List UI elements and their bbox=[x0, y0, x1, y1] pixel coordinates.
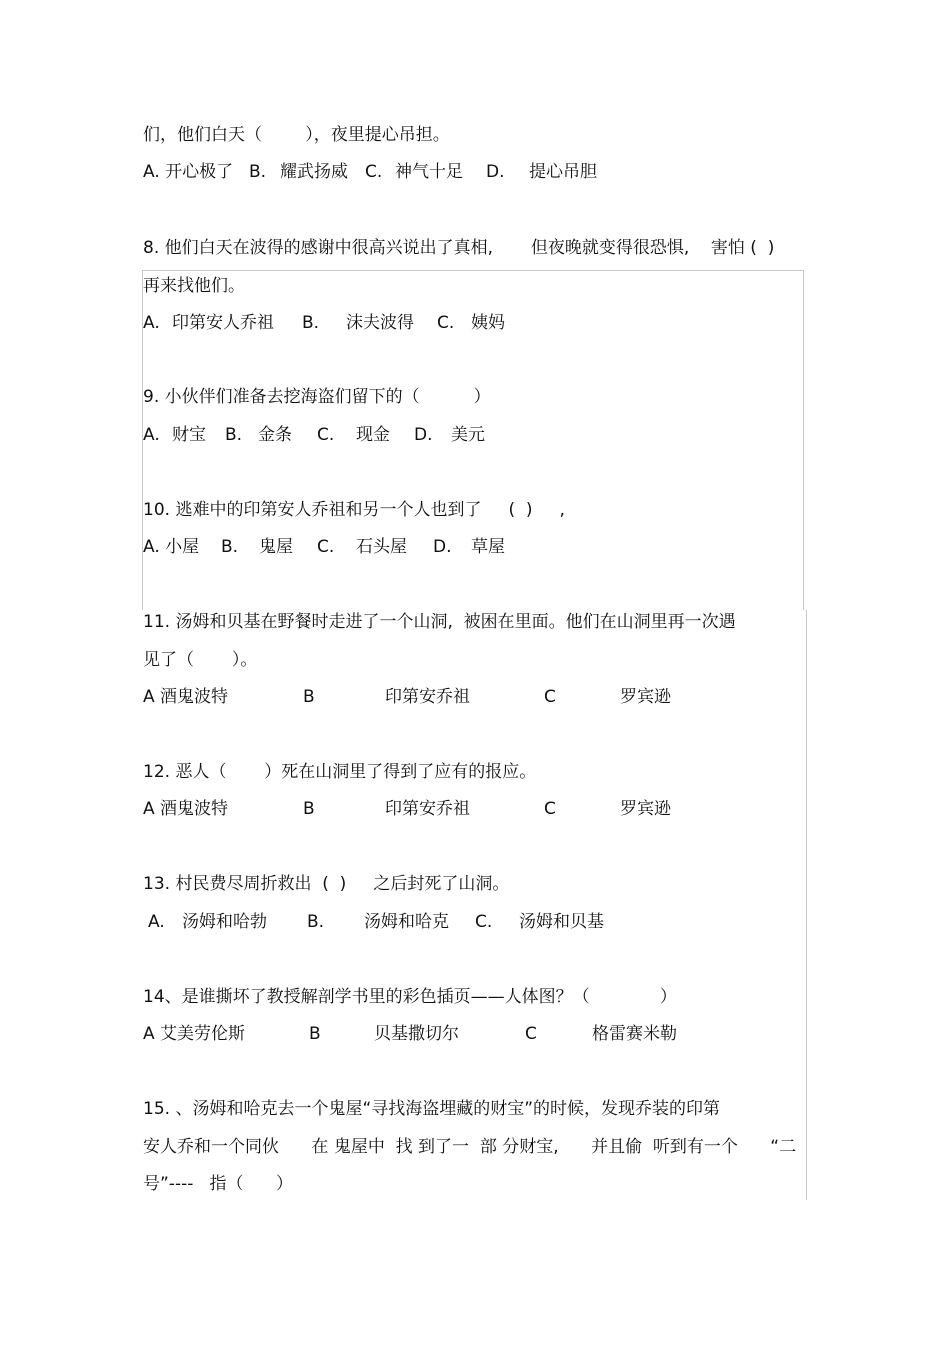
q7-option-d-text: 提心吊胆 bbox=[529, 162, 597, 182]
q9-option-b-letter: B. bbox=[225, 425, 243, 445]
q9-option-c-letter: C. bbox=[317, 425, 335, 445]
q11-stem-line2: 见了（ ）。 bbox=[143, 650, 258, 670]
q7-stem-tail: 们，他们白天（ ），夜里提心吊担。 bbox=[143, 125, 450, 145]
q8-option-b-letter: B. bbox=[302, 313, 320, 333]
q13-stem: 13. 村民费尽周折救出 ( ) 之后封死了山洞。 bbox=[143, 874, 510, 894]
q11-stem-line1: 11. 汤姆和贝基在野餐时走进了一个山洞, 被困在里面。他们在山洞里再一次遇 bbox=[143, 612, 736, 632]
q14-options bbox=[143, 1023, 803, 1045]
q15-stem-line3: 号”---- 指（ ） bbox=[143, 1174, 293, 1194]
q10-option-c-letter: C. bbox=[317, 537, 335, 557]
q7-options bbox=[143, 161, 803, 183]
q13-option-c-text: 汤姆和贝基 bbox=[519, 912, 604, 932]
q12-option-b-letter: B bbox=[303, 799, 315, 819]
q7-option-c-text: 神气十足 bbox=[395, 162, 463, 182]
q13-option-a-text: 汤姆和哈勃 bbox=[182, 912, 267, 932]
q10-option-c-text: 石头屋 bbox=[356, 537, 407, 557]
q10-option-a: A. 小屋 bbox=[143, 537, 200, 557]
q14-stem: 14、是谁撕坏了教授解剖学书里的彩色插页——人体图？（ ） bbox=[143, 987, 677, 1007]
q7-option-d-letter: D. bbox=[486, 162, 505, 182]
q9-options bbox=[143, 424, 803, 446]
q9-option-b-text: 金条 bbox=[258, 425, 292, 445]
q10-options bbox=[143, 536, 803, 558]
q8-option-a-letter: A. bbox=[143, 313, 160, 333]
q7-option-b-letter: B. bbox=[249, 162, 267, 182]
q8-option-a-text: 印第安人乔祖 bbox=[172, 313, 274, 333]
q14-option-a: A 艾美劳伦斯 bbox=[143, 1024, 246, 1044]
q10-option-d-letter: D. bbox=[433, 537, 452, 557]
frame-right-line-lower bbox=[806, 610, 807, 1200]
q11-option-b-letter: B bbox=[303, 687, 315, 707]
q12-option-c-letter: C bbox=[544, 799, 556, 819]
q12-option-b-text: 印第安乔祖 bbox=[385, 799, 470, 819]
q11-option-b-text: 印第安乔祖 bbox=[385, 687, 470, 707]
q14-option-b-letter: B bbox=[309, 1024, 321, 1044]
q10-option-d-text: 草屋 bbox=[471, 537, 505, 557]
q13-option-c-letter: C. bbox=[475, 912, 493, 932]
q10-option-b-text: 鬼屋 bbox=[259, 537, 293, 557]
q9-option-d-letter: D. bbox=[414, 425, 433, 445]
q12-options bbox=[143, 798, 803, 820]
q13-option-a-letter: A. bbox=[148, 912, 165, 932]
q9-option-d-text: 美元 bbox=[451, 425, 485, 445]
q15-stem-line2: 安人乔和一个同伙 在 鬼屋中 找 到了一 部 分财宝, 并且偷 听到有一个 “二 bbox=[143, 1137, 797, 1157]
q9-stem: 9. 小伙伴们准备去挖海盗们留下的（ ） bbox=[143, 387, 491, 407]
q11-option-c-text: 罗宾逊 bbox=[620, 687, 671, 707]
q14-option-c-letter: C bbox=[525, 1024, 537, 1044]
q7-option-a: A. 开心极了 bbox=[143, 162, 234, 182]
q8-stem-line1: 8. 他们白天在波得的感谢中很高兴说出了真相, 但夜晚就变得很恐惧, 害怕 ( ) bbox=[143, 238, 775, 258]
frame-top-line bbox=[143, 270, 803, 271]
q8-option-b-text: 沫夫波得 bbox=[346, 313, 414, 333]
q8-stem-line2: 再来找他们。 bbox=[143, 276, 245, 296]
q12-option-c-text: 罗宾逊 bbox=[620, 799, 671, 819]
q15-stem-line1: 15. 、汤姆和哈克去一个鬼屋“寻找海盗埋藏的财宝”的时候，发现乔装的印第 bbox=[143, 1099, 721, 1119]
q11-option-c-letter: C bbox=[544, 687, 556, 707]
q8-option-c-text: 姨妈 bbox=[471, 313, 505, 333]
q11-option-a: A 酒鬼波特 bbox=[143, 687, 229, 707]
q9-option-a-text: 财宝 bbox=[172, 425, 206, 445]
q8-option-c-letter: C. bbox=[437, 313, 455, 333]
q13-option-b-letter: B. bbox=[307, 912, 325, 932]
q12-stem: 12. 恶人（ ）死在山洞里了得到了应有的报应。 bbox=[143, 762, 537, 782]
q9-option-a-letter: A. bbox=[143, 425, 160, 445]
q13-options bbox=[143, 911, 803, 933]
q7-option-b-text: 耀武扬威 bbox=[280, 162, 348, 182]
q14-option-c-text: 格雷赛米勒 bbox=[592, 1024, 677, 1044]
q10-option-b-letter: B. bbox=[221, 537, 239, 557]
q8-options bbox=[143, 312, 803, 334]
q13-option-b-text: 汤姆和哈克 bbox=[364, 912, 449, 932]
q9-option-c-text: 现金 bbox=[356, 425, 390, 445]
q12-option-a: A 酒鬼波特 bbox=[143, 799, 229, 819]
q11-options bbox=[143, 686, 803, 708]
q10-stem: 10. 逃难中的印第安人乔祖和另一个人也到了 ( ) , bbox=[143, 500, 565, 520]
frame-right-line bbox=[803, 270, 804, 610]
q14-option-b-text: 贝基撒切尔 bbox=[374, 1024, 459, 1044]
q7-option-c-letter: C. bbox=[365, 162, 383, 182]
